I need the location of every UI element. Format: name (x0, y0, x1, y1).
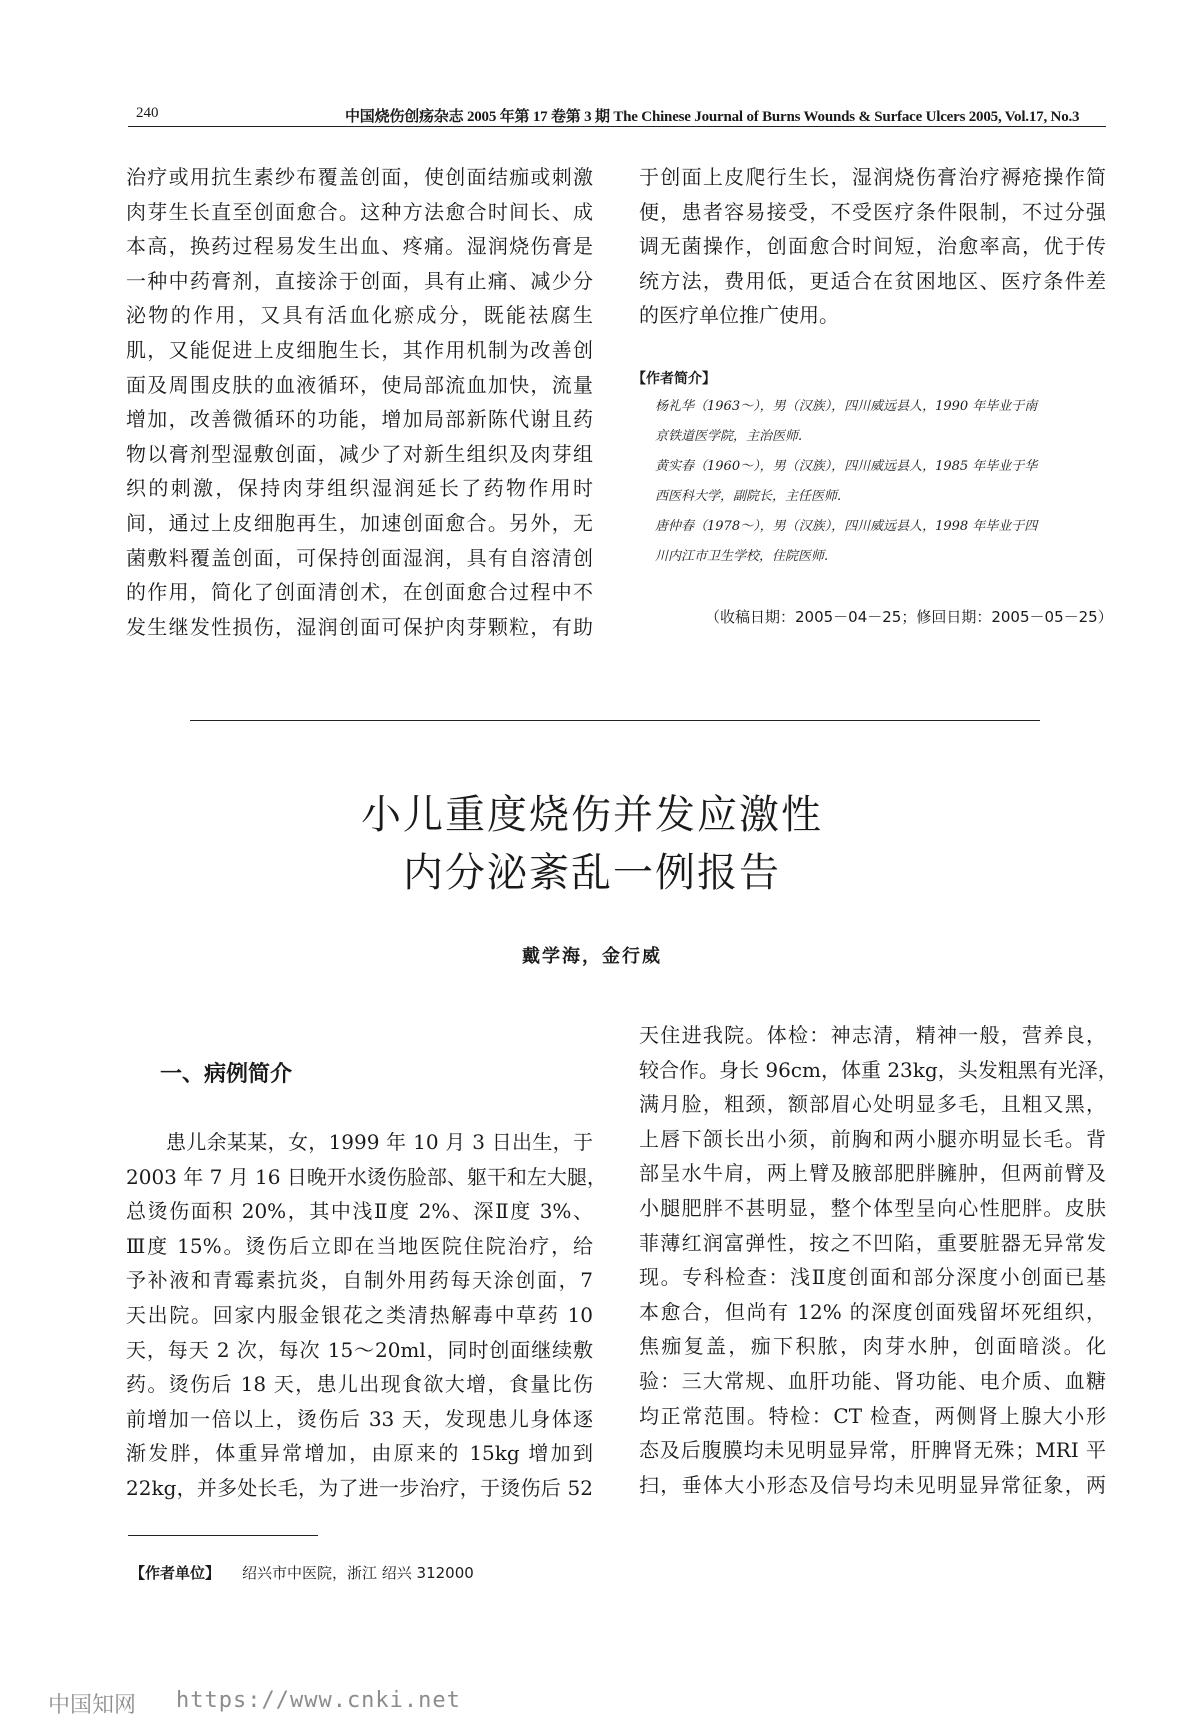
header-rule (128, 126, 1106, 127)
text-line: 织的刺激，保持肉芽组织湿润延长了药物作用时 (126, 476, 593, 501)
text-line: 肌，又能促进上皮细胞生长，其作用机制为改善创 (126, 337, 593, 362)
text-line: Ⅲ度 15%。烫伤后立即在当地医院住院治疗，给 (126, 1233, 593, 1258)
text-line: 于创面上皮爬行生长，湿润烧伤膏治疗褥疮操作简 (639, 165, 1106, 189)
text-line: 间，通过上皮细胞再生，加速创面愈合。另外，无 (126, 510, 593, 535)
footnote-rule (128, 1535, 318, 1536)
article-separator (190, 720, 1040, 721)
text-line: 统方法，费用低，更适合在贫困地区、医疗条件差 (639, 268, 1106, 293)
cnki-watermark-logo: 中国知网 (48, 1693, 137, 1718)
author-bio-line: 川内江市卫生学校，住院医师. (655, 549, 829, 564)
text-line: 的作用，简化了创面清创术，在创面愈合过程中不 (126, 580, 593, 605)
text-line: 患儿余某某，女，1999 年 10 月 3 日出生，于 (166, 1130, 593, 1154)
affiliation-label: 【作者单位】 (130, 1564, 221, 1582)
text-line: 满月脸，粗颈，额部眉心处明显多毛，且粗又黑， (639, 1092, 1106, 1117)
text-line: 天出院。回家内服金银花之类清热解毒中草药 10 (126, 1302, 593, 1327)
author-affiliation (130, 1562, 474, 1583)
text-line: 总烫伤面积 20%，其中浅Ⅱ度 2%、深Ⅱ度 3%、 (126, 1199, 593, 1224)
text-line: 上唇下颌长出小须，前胸和两小腿亦明显长毛。背 (639, 1126, 1106, 1151)
text-line: 菌敷料覆盖创面，可保持创面湿润，具有自溶清创 (126, 545, 593, 570)
text-line: 态及后腹膜均未见明显异常，肝脾肾无殊；MRI 平 (639, 1438, 1106, 1463)
text-line: 天，每天 2 次，每次 15～20ml，同时创面继续敷 (126, 1337, 593, 1362)
author-bio (655, 512, 1105, 572)
text-line: 面及周围皮肤的血液循环，使局部流血加快，流量 (126, 372, 593, 397)
text-line: 肉芽生长直至创面愈合。这种方法愈合时间长、成 (126, 199, 593, 224)
text-line: 验：三大常规、血肝功能、肾功能、电介质、血糖 (639, 1368, 1106, 1393)
text-line: 2003 年 7 月 16 日晚开水烫伤脸部、躯干和左大腿， (126, 1164, 607, 1189)
text-line: 发生继发性损伤，湿润创面可保护肉芽颗粒，有助 (126, 614, 593, 639)
received-dates: （收稿日期：2005－04－25；修回日期：2005－05－25） (705, 608, 1113, 626)
text-line: 本愈合，但尚有 12% 的深度创面残留坏死组织， (639, 1299, 1106, 1324)
author-bio (655, 452, 1105, 512)
author-bio-line: 唐仲春（1978～），男（汉族），四川威远县人，1998 年毕业于四 (655, 519, 1038, 534)
text-line: 22kg，并多处长毛，为了进一步治疗，于烫伤后 52 (126, 1475, 593, 1500)
section-heading: 一、病例简介 (160, 1062, 293, 1087)
author-bio (655, 392, 1105, 452)
text-line: 增加，改善微循环的功能，增加局部新陈代谢且药 (126, 407, 593, 432)
author-bio-heading: 【作者简介】 (632, 371, 716, 387)
text-line: 泌物的作用，又具有活血化瘀成分，既能祛腐生 (126, 303, 593, 328)
text-line: 较合作。身长 96cm，体重 23kg，头发粗黑有光泽， (639, 1057, 1118, 1082)
article-authors: 戴学海，金行威 (522, 946, 662, 967)
text-line: 菲薄红润富弹性，按之不凹陷，重要脏器无异常发 (639, 1230, 1106, 1255)
article-left-column (126, 1125, 607, 1506)
author-bio-line: 杨礼华（1963～），男（汉族），四川威远县人，1990 年毕业于南 (655, 399, 1038, 414)
text-line: 前增加一倍以上，烫伤后 33 天，发现患儿身体逐 (126, 1406, 593, 1431)
text-line: 便，患者容易接受，不受医疗条件限制，不过分强 (639, 199, 1106, 224)
affiliation-text: 绍兴市中医院，浙江 绍兴 312000 (242, 1564, 474, 1582)
text-line: 渐发胖，体重异常增加，由原来的 15kg 增加到 (126, 1441, 593, 1466)
cnki-watermark-url[interactable]: https://www.cnki.net (176, 1688, 461, 1713)
article-title-line-1: 小儿重度烧伤并发应激性 (361, 792, 823, 838)
text-line: 的医疗单位推广使用。 (639, 303, 839, 328)
text-line: 天住进我院。体检：神志清，精神一般，营养良， (639, 1023, 1106, 1047)
text-line: 焦痂复盖，痂下积脓，肉芽水肿，创面暗淡。化 (639, 1334, 1106, 1359)
author-bio-line: 京铁道医学院，主治医师. (655, 429, 803, 444)
text-line: 现。专科检查：浅Ⅱ度创面和部分深度小创面已基 (639, 1265, 1106, 1290)
text-line: 部呈水牛肩，两上臂及腋部肥胖臃肿，但两前臂及 (639, 1161, 1106, 1186)
text-line: 本高，换药过程易发生出血、疼痛。湿润烧伤膏是 (126, 234, 593, 259)
author-bio-line: 黄实春（1960～），男（汉族），四川威远县人，1985 年毕业于华 (655, 459, 1038, 474)
text-line: 调无菌操作，创面愈合时间短，治愈率高，优于传 (639, 234, 1106, 259)
text-line: 扫，垂体大小形态及信号均未见明显异常征象，两 (639, 1472, 1106, 1497)
text-line: 物以膏剂型湿敷创面，减少了对新生组织及肉芽组 (126, 441, 593, 466)
text-line: 药。烫伤后 18 天，患儿出现食欲大增，食量比伤 (126, 1372, 593, 1397)
text-line: 予补液和青霉素抗炎，自制外用药每天涂创面，7 (126, 1268, 593, 1293)
text-line: 均正常范围。特检：CT 检查，两侧肾上腺大小形 (639, 1403, 1106, 1428)
article-right-column (639, 1018, 1118, 1502)
text-line: 治疗或用抗生素纱布覆盖创面，使创面结痂或刺激 (126, 165, 593, 189)
author-bio-line: 西医科大学，副院长，主任医师. (655, 489, 842, 504)
article-title-line-2: 内分泌紊乱一例报告 (403, 850, 781, 896)
prev-article-right-column (639, 160, 1106, 333)
page-number: 240 (136, 105, 159, 121)
text-line: 一种中药膏剂，直接涂于创面，具有止痛、减少分 (126, 268, 593, 293)
journal-header: 中国烧伤创疡杂志 2005 年第 17 卷第 3 期 The Chinese Journal of Burns Wounds & Surface Ulcers 2005, Vol.17, No.3 (345, 109, 1080, 125)
text-line: 小腿肥胖不甚明显，整个体型呈向心性肥胖。皮肤 (639, 1195, 1106, 1220)
prev-article-left-column (126, 160, 593, 644)
